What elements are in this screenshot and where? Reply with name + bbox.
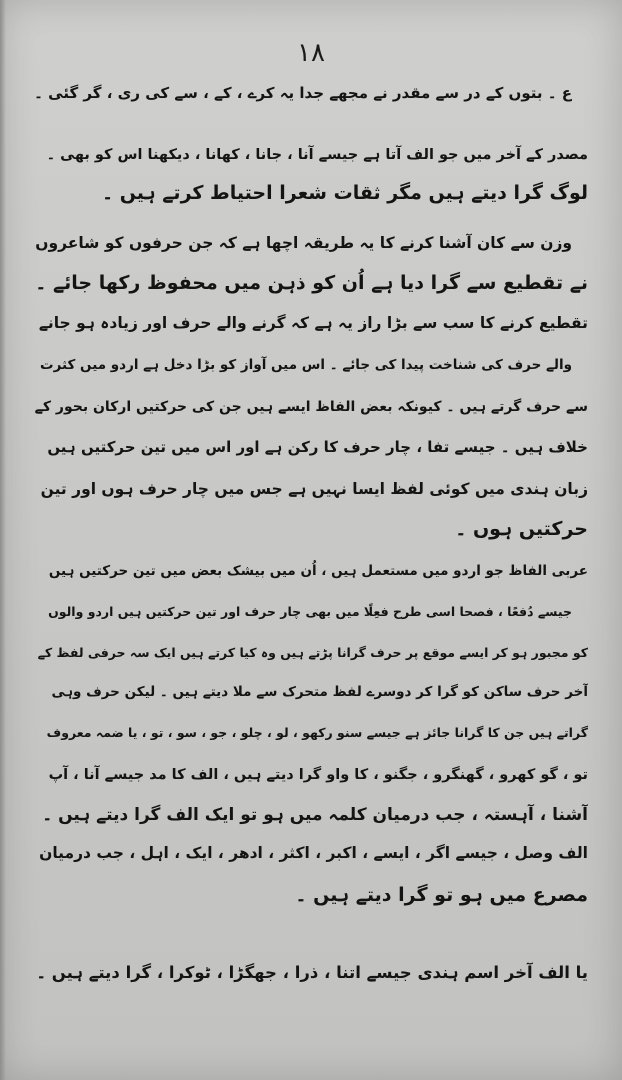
page-edge-shadow (0, 0, 6, 1080)
text-line: وزن سے کان آشنا کرنے کا یہ طریقہ اچھا ہے کہ جن حرفوں کو شاعروں (35, 234, 572, 252)
text-line: یا الف آخر اسم ہندی جیسے اتنا ، ذرا ، جھگڑا ، ٹوکرا ، گرا دیتے ہیں ۔ (36, 963, 588, 982)
text-line: لوگ گرا دیتے ہیں مگر ثقات شعرا احتیاط کرتے ہیں ۔ (101, 182, 588, 204)
text-line: نے تقطیع سے گرا دیا ہے اُن کو ذہن میں محفوظ رکھا جائے ۔ (35, 272, 588, 294)
text-line: تو ، گو کھرو ، گھنگرو ، جگنو ، کا واو گرا دیتے ہیں ، الف کا مد جیسے آنا ، آپ (48, 767, 588, 783)
text-line: گراتے ہیں جن کا گرانا جائز ہے جیسے سنو رکھو ، لو ، چلو ، جو ، سو ، تو ، یا ضمہ معروف (46, 725, 588, 740)
text-line: آشنا ، آہستہ ، جب درمیان کلمہ میں ہو تو ایک الف گرا دیتے ہیں ۔ (42, 805, 588, 825)
text-line: ع ۔ بتوں کے در سے مقدر نے مجھے جدا یہ کرے ، کے ، سے کی ری ، گر گئی ۔ (34, 84, 572, 102)
text-line: جیسے دُفعًا ، فصحا اسی طرح فعِلًا میں بھی چار حرف اور تین حرکتیں ہیں اردو والوں (48, 604, 572, 619)
text-line: تقطیع کرنے کا سب سے بڑا راز یہ ہے کہ گرنے والے حرف اور زیادہ ہو جانے (38, 314, 588, 332)
text-line: عربی الفاظ جو اردو میں مستعمل ہیں ، اُن میں بیشک بعض میں تین حرکتیں ہیں (48, 563, 588, 579)
text-line: کو مجبور ہو کر ایسے موقع پر حرف گرانا پڑتے ہیں وہ کیا کرتے ہیں ایک سہ حرفی لفظ کے (37, 645, 588, 660)
text-line: زبان ہندی میں کوئی لفظ ایسا نہیں ہے جس میں چار حرف ہوں اور تین (40, 480, 588, 498)
text-line: خلاف ہیں ۔ جیسے تفا ، چار حرف کا رکن ہے اور اس میں تین حرکتیں ہیں (47, 438, 588, 456)
text-line: مصدر کے آخر میں جو الف آتا ہے جیسے آنا ، جانا ، کھانا ، دیکھنا اس کو بھی ۔ (46, 147, 588, 163)
text-line: والے حرف کی شناخت پیدا کی جائے ۔ اس میں آواز کو بڑا دخل ہے اردو میں کثرت (40, 357, 572, 373)
text-line: سے حرف گرتے ہیں ۔ کیونکہ بعض الفاظ ایسے ہیں جن کی حرکتیں ارکان بحور کے (34, 399, 588, 415)
text-line: الف وصل ، جیسے اگر ، ایسے ، اکبر ، اکثر ، ادھر ، ایک ، اہل ، جب درمیان (39, 844, 588, 862)
text-line: حرکتیں ہوں ۔ (455, 518, 588, 540)
page-number: ۱۸ (297, 38, 325, 68)
text-line: مصرع میں ہو تو گرا دیتے ہیں ۔ (295, 884, 588, 906)
text-line: آخر حرف ساکن کو گرا کر دوسرے لفظ متحرک سے ملا دیتے ہیں ۔ لیکن حرف وہی (51, 684, 588, 700)
